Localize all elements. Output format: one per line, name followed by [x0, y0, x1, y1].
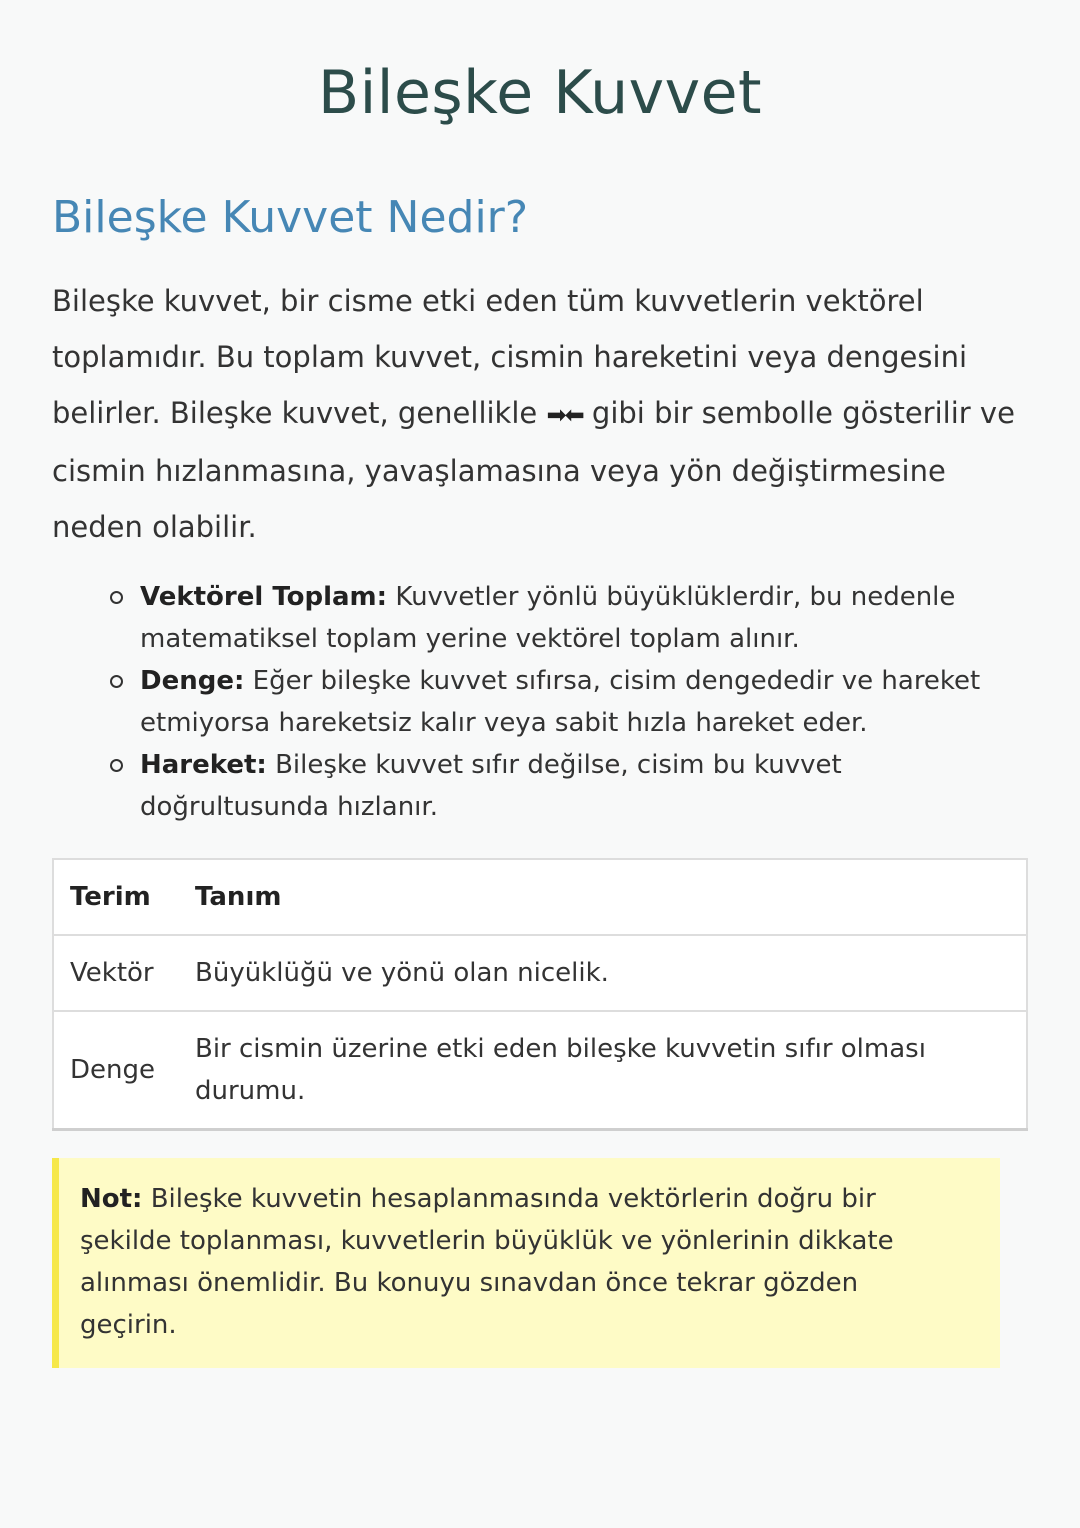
note-text: Bileşke kuvvetin hesaplanmasında vektörlerin doğru bir şekilde toplanması, kuvvetlerin büyüklük ve yönlerinin dikkate alınması önemlidir. Bu konuyu sınavdan önce tekrar gözden geçirin.	[80, 1184, 894, 1340]
column-header-term: Terim	[53, 859, 179, 935]
circle-bullet-icon	[110, 675, 123, 688]
circle-bullet-icon	[110, 759, 123, 772]
page-title: Bileşke Kuvvet	[317, 58, 763, 128]
list-item-term: Denge:	[140, 666, 245, 696]
table-cell-term: Vektör	[53, 935, 179, 1011]
list-item-text: Eğer bileşke kuvvet sıfırsa, cisim dengededir ve hareket etmiyorsa hareketsiz kalır veya sabit hızla hareket eder.	[140, 666, 981, 738]
list-item	[108, 660, 1008, 744]
intro-text-part2: gibi bir sembolle gösterilir ve cismin hızlanmasına, yavaşlamasına veya yön değiştirmesine neden olabilir.	[52, 396, 1015, 544]
intro-paragraph	[52, 273, 1042, 555]
table-cell-definition: Bir cismin üzerine etki eden bileşke kuvvetin sıfır olması durumu.	[179, 1011, 1027, 1130]
table-cell-definition: Büyüklüğü ve yönü olan nicelik.	[179, 935, 1027, 1011]
table-header-row	[53, 859, 1027, 935]
list-item-term: Hareket:	[140, 750, 267, 780]
column-header-definition: Tanım	[179, 859, 1027, 935]
list-item	[108, 744, 1008, 828]
table-row	[53, 935, 1027, 1011]
key-points-list	[108, 576, 1008, 828]
list-item	[108, 576, 1008, 660]
list-item-text: Kuvvetler yönlü büyüklüklerdir, bu nedenle matematiksel toplam yerine vektörel toplam alınır.	[140, 582, 956, 654]
terms-table	[52, 858, 1028, 1131]
list-item-term: Vektörel Toplam:	[140, 582, 388, 612]
note-callout	[52, 1158, 1000, 1368]
table-cell-term: Denge	[53, 1011, 179, 1130]
circle-bullet-icon	[110, 591, 123, 604]
section-heading: Bileşke Kuvvet Nedir?	[52, 192, 529, 243]
table-row	[53, 1011, 1027, 1130]
list-item-text: Bileşke kuvvet sıfır değilse, cisim bu kuvvet doğrultusunda hızlanır.	[140, 750, 842, 822]
arrows-icon: ➡⬅	[546, 401, 583, 429]
note-label: Not:	[80, 1184, 143, 1214]
intro-text-part1: Bileşke kuvvet, bir cisme etki eden tüm kuvvetlerin vektörel toplamıdır. Bu toplam kuvvet, cismin hareketini veya dengesini belirler. Bileşke kuvvet, genellikle	[52, 284, 968, 430]
